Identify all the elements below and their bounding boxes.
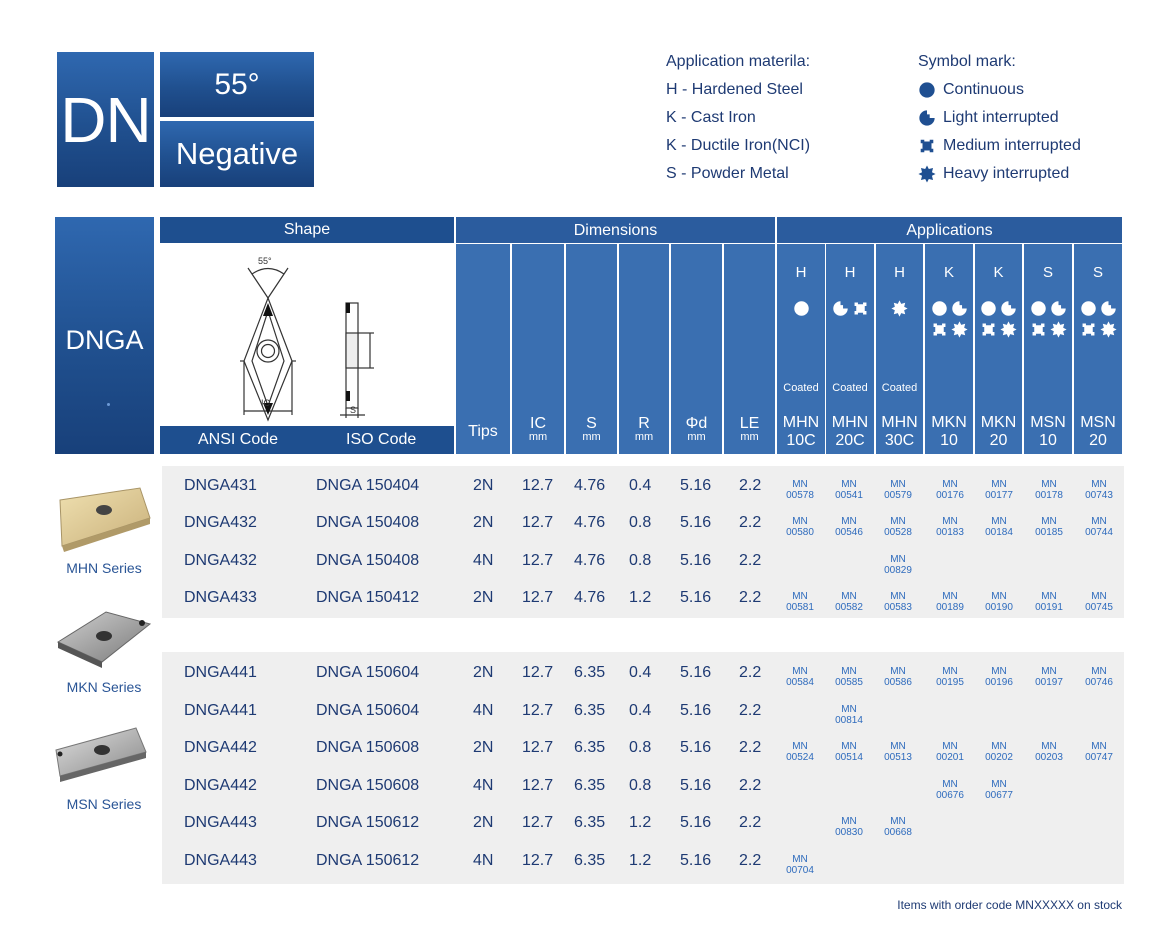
d-cell: 5.16 bbox=[680, 739, 712, 756]
s-cell: 6.35 bbox=[574, 702, 606, 719]
medium-interrupted-icon bbox=[931, 321, 948, 338]
order-code: MN 00585 bbox=[835, 666, 863, 688]
ic-label: IC mm bbox=[528, 415, 548, 443]
continuous-icon bbox=[1080, 300, 1097, 317]
legend-symbol-item: Light interrupted bbox=[918, 104, 1081, 132]
d-cell: 5.16 bbox=[680, 514, 712, 531]
tips-cell: 2N bbox=[473, 589, 494, 606]
le-cell: 2.2 bbox=[739, 477, 762, 494]
application-material: H bbox=[795, 264, 807, 281]
order-code: MN 00745 bbox=[1085, 591, 1113, 613]
order-code: MN 00191 bbox=[1035, 591, 1063, 613]
order-code: MN 00584 bbox=[786, 666, 814, 688]
heavy-interrupted-icon bbox=[1050, 321, 1067, 338]
r-cell: 0.8 bbox=[629, 739, 652, 756]
s-cell: 6.35 bbox=[574, 777, 606, 794]
shape-drawing bbox=[160, 243, 454, 426]
type-value: Negative bbox=[175, 136, 299, 171]
application-material: H bbox=[844, 264, 856, 281]
application-material: K bbox=[993, 264, 1004, 281]
tips-cell: 2N bbox=[473, 664, 494, 681]
continuous-icon bbox=[918, 81, 936, 99]
application-material: S bbox=[1042, 264, 1053, 281]
grade-label: MKN 10 bbox=[931, 414, 967, 449]
ic-cell: 12.7 bbox=[522, 814, 554, 831]
ansi-code-cell: DNGA441 bbox=[184, 702, 257, 719]
s-cell: 4.76 bbox=[574, 514, 606, 531]
order-code: MN 00197 bbox=[1035, 666, 1063, 688]
d-cell: 5.16 bbox=[680, 552, 712, 569]
order-code: MN 00514 bbox=[835, 741, 863, 763]
medium-interrupted-icon bbox=[852, 300, 869, 317]
symbols-legend bbox=[918, 48, 1081, 188]
order-code: MN 00195 bbox=[936, 666, 964, 688]
tips-cell: 4N bbox=[473, 552, 494, 569]
s-cell: 4.76 bbox=[574, 552, 606, 569]
ic-cell: 12.7 bbox=[522, 664, 554, 681]
angle-value: 55° bbox=[214, 67, 260, 101]
iso-code-cell: DNGA 150608 bbox=[316, 739, 420, 756]
ansi-code-cell: DNGA432 bbox=[184, 514, 257, 531]
order-code: MN 00203 bbox=[1035, 741, 1063, 763]
symbols-legend-title: Symbol mark: bbox=[918, 53, 1016, 70]
series-code-box bbox=[57, 52, 154, 187]
r-cell: 0.8 bbox=[629, 514, 652, 531]
legend-material-item: K - Cast Iron bbox=[666, 109, 756, 126]
s-cell: 6.35 bbox=[574, 814, 606, 831]
ansi-code-header: ANSI Code bbox=[198, 431, 279, 448]
d-cell: 5.16 bbox=[680, 664, 712, 681]
type-box bbox=[160, 121, 314, 187]
product-box bbox=[55, 217, 154, 454]
iso-code-cell: DNGA 150408 bbox=[316, 552, 420, 569]
shape-header: Shape bbox=[160, 217, 454, 243]
order-code: MN 00176 bbox=[936, 479, 964, 501]
order-code: MN 00190 bbox=[985, 591, 1013, 613]
order-code: MN 00747 bbox=[1085, 741, 1113, 763]
iso-code-cell: DNGA 150604 bbox=[316, 664, 420, 681]
le-cell: 2.2 bbox=[739, 739, 762, 756]
order-code: MN 00677 bbox=[985, 779, 1013, 801]
legend-symbol-item: Heavy interrupted bbox=[918, 160, 1081, 188]
tips-cell: 4N bbox=[473, 852, 494, 869]
s-cell: 6.35 bbox=[574, 739, 606, 756]
mhn-series-label: MHN Series bbox=[66, 560, 142, 576]
order-code: MN 00676 bbox=[936, 779, 964, 801]
ansi-code-cell: DNGA443 bbox=[184, 814, 257, 831]
tips-cell: 2N bbox=[473, 739, 494, 756]
le-cell: 2.2 bbox=[739, 589, 762, 606]
ic-cell: 12.7 bbox=[522, 777, 554, 794]
applications-header: Applications bbox=[777, 217, 1122, 243]
application-material: H bbox=[894, 264, 905, 281]
tips-cell: 4N bbox=[473, 777, 494, 794]
ansi-code-cell: DNGA432 bbox=[184, 552, 257, 569]
insert-shape-diagram bbox=[160, 243, 454, 426]
s-cell: 4.76 bbox=[574, 589, 606, 606]
tips-cell: 2N bbox=[473, 514, 494, 531]
ic-cell: 12.7 bbox=[522, 589, 554, 606]
order-code: MN 00668 bbox=[884, 816, 912, 838]
r-cell: 1.2 bbox=[629, 852, 652, 869]
heavy-interrupted-icon bbox=[891, 300, 908, 317]
mkn-insert-image bbox=[46, 604, 156, 672]
materials-legend bbox=[666, 48, 810, 188]
iso-code-cell: DNGA 150404 bbox=[316, 477, 420, 494]
order-code: MN 00743 bbox=[1085, 479, 1113, 501]
order-code: MN 00581 bbox=[786, 591, 814, 613]
grade-label: MHN 30C bbox=[881, 414, 918, 449]
grade-label: MSN 20 bbox=[1080, 414, 1116, 449]
order-code: MN 00184 bbox=[985, 516, 1013, 538]
dimensions-header: Dimensions bbox=[456, 217, 775, 243]
order-code: MN 00586 bbox=[884, 666, 912, 688]
order-code: MN 00196 bbox=[985, 666, 1013, 688]
ansi-code-cell: DNGA431 bbox=[184, 477, 257, 494]
continuous-icon bbox=[793, 300, 810, 317]
r-cell: 0.4 bbox=[629, 702, 652, 719]
angle-box bbox=[160, 52, 314, 117]
ic-cell: 12.7 bbox=[522, 477, 554, 494]
le-cell: 2.2 bbox=[739, 814, 762, 831]
light-interrupted-icon bbox=[1100, 300, 1117, 317]
ic-cell: 12.7 bbox=[522, 514, 554, 531]
medium-interrupted-icon bbox=[1030, 321, 1047, 338]
tips-label: Tips bbox=[468, 423, 498, 440]
grade-label: MKN 20 bbox=[980, 414, 1017, 449]
grade-label: MHN 10C bbox=[782, 414, 820, 449]
order-code: MN 00704 bbox=[786, 854, 814, 876]
order-code: MN 00201 bbox=[936, 741, 964, 763]
order-code: MN 00582 bbox=[835, 591, 863, 613]
le-cell: 2.2 bbox=[739, 702, 762, 719]
le-cell: 2.2 bbox=[739, 777, 762, 794]
order-code: MN 00189 bbox=[936, 591, 964, 613]
application-material: K bbox=[943, 264, 954, 281]
r-cell: 0.8 bbox=[629, 777, 652, 794]
grade-label: MSN 10 bbox=[1030, 414, 1066, 449]
order-code: MN 00830 bbox=[835, 816, 863, 838]
msn-insert-image bbox=[46, 720, 156, 788]
iso-code-header: ISO Code bbox=[346, 431, 417, 448]
continuous-icon bbox=[931, 300, 948, 317]
application-material: S bbox=[1092, 264, 1103, 281]
order-code: MN 00528 bbox=[884, 516, 912, 538]
le-cell: 2.2 bbox=[739, 664, 762, 681]
le-cell: 2.2 bbox=[739, 514, 762, 531]
light-interrupted-icon bbox=[832, 300, 849, 317]
ansi-code-cell: DNGA442 bbox=[184, 739, 257, 756]
materials-legend-title: Application materila: bbox=[666, 53, 811, 70]
mhn-insert-image bbox=[40, 478, 160, 552]
order-code: MN 00185 bbox=[1035, 516, 1063, 538]
d-cell: 5.16 bbox=[680, 702, 712, 719]
tips-cell: 2N bbox=[473, 477, 494, 494]
s-cell: 4.76 bbox=[574, 477, 606, 494]
heavy-interrupted-icon bbox=[1100, 321, 1117, 338]
r-cell: 0.8 bbox=[629, 552, 652, 569]
legend-symbol-item: Continuous bbox=[918, 76, 1081, 104]
mkn-series-label: MKN Series bbox=[66, 679, 142, 695]
heavy-interrupted-icon bbox=[1000, 321, 1017, 338]
order-code: MN 00202 bbox=[985, 741, 1013, 763]
iso-code-cell: DNGA 150612 bbox=[316, 814, 420, 831]
series-code: DN bbox=[60, 83, 151, 156]
product-name: DNGA bbox=[65, 325, 144, 355]
ansi-code-cell: DNGA443 bbox=[184, 852, 257, 869]
ansi-code-cell: DNGA441 bbox=[184, 664, 257, 681]
iso-code-cell: DNGA 150412 bbox=[316, 589, 420, 606]
ansi-code-cell: DNGA433 bbox=[184, 589, 257, 606]
heavy-interrupted-icon bbox=[951, 321, 968, 338]
order-code: MN 00579 bbox=[884, 479, 912, 501]
order-code: MN 00746 bbox=[1085, 666, 1113, 688]
order-code: MN 00541 bbox=[835, 479, 863, 501]
order-code: MN 00744 bbox=[1085, 516, 1113, 538]
ansi-code-cell: DNGA442 bbox=[184, 777, 257, 794]
d-cell: 5.16 bbox=[680, 814, 712, 831]
coated-label: Coated bbox=[832, 382, 868, 394]
s-cell: 6.35 bbox=[574, 664, 606, 681]
svg-text:S: S bbox=[350, 405, 357, 415]
ic-cell: 12.7 bbox=[522, 852, 554, 869]
light-interrupted-icon bbox=[1000, 300, 1017, 317]
d-cell: 5.16 bbox=[680, 589, 712, 606]
tips-cell: 4N bbox=[473, 702, 494, 719]
r-cell: 0.4 bbox=[629, 664, 652, 681]
heavy-interrupted-icon bbox=[918, 165, 936, 183]
order-code: MN 00513 bbox=[884, 741, 912, 763]
r-label: R mm bbox=[634, 415, 654, 443]
le-label: LE mm bbox=[739, 415, 760, 443]
s-label: S mm bbox=[582, 415, 601, 443]
r-cell: 1.2 bbox=[629, 814, 652, 831]
d-cell: 5.16 bbox=[680, 852, 712, 869]
code-header bbox=[160, 426, 454, 454]
order-code: MN 00546 bbox=[835, 516, 863, 538]
order-code: MN 00829 bbox=[884, 554, 912, 576]
medium-interrupted-icon bbox=[1080, 321, 1097, 338]
ic-cell: 12.7 bbox=[522, 552, 554, 569]
iso-code-cell: DNGA 150612 bbox=[316, 852, 420, 869]
grade-label: MHN 20C bbox=[831, 414, 869, 449]
medium-interrupted-icon bbox=[980, 321, 997, 338]
continuous-icon bbox=[1030, 300, 1047, 317]
r-cell: 0.4 bbox=[629, 477, 652, 494]
legend-material-item: H - Hardened Steel bbox=[666, 81, 803, 98]
iso-code-cell: DNGA 150408 bbox=[316, 514, 420, 531]
light-interrupted-icon bbox=[951, 300, 968, 317]
le-cell: 2.2 bbox=[739, 852, 762, 869]
order-code: MN 00580 bbox=[786, 516, 814, 538]
r-cell: 1.2 bbox=[629, 589, 652, 606]
order-code: MN 00578 bbox=[786, 479, 814, 501]
order-code: MN 00814 bbox=[835, 704, 863, 726]
coated-label: Coated bbox=[881, 382, 918, 394]
legend-symbol-item: Medium interrupted bbox=[918, 132, 1081, 160]
light-interrupted-icon bbox=[918, 109, 936, 127]
order-code: MN 00583 bbox=[884, 591, 912, 613]
d-cell: 5.16 bbox=[680, 477, 712, 494]
iso-code-cell: DNGA 150608 bbox=[316, 777, 420, 794]
legend-material-item: S - Powder Metal bbox=[666, 165, 789, 182]
coated-label: Coated bbox=[783, 382, 819, 394]
medium-interrupted-icon bbox=[918, 137, 936, 155]
ic-cell: 12.7 bbox=[522, 702, 554, 719]
continuous-icon bbox=[980, 300, 997, 317]
svg-text:55°: 55° bbox=[258, 256, 272, 266]
d-label: Φd mm bbox=[685, 415, 708, 443]
order-code: MN 00183 bbox=[936, 516, 964, 538]
order-code: MN 00177 bbox=[985, 479, 1013, 501]
iso-code-cell: DNGA 150604 bbox=[316, 702, 420, 719]
svg-text:IC: IC bbox=[261, 398, 270, 408]
legend-material-item: K - Ductile Iron(NCI) bbox=[666, 137, 811, 154]
light-interrupted-icon bbox=[1050, 300, 1067, 317]
order-code: MN 00524 bbox=[786, 741, 814, 763]
d-cell: 5.16 bbox=[680, 777, 712, 794]
stock-footnote: Items with order code MNXXXXX on stock bbox=[897, 898, 1122, 912]
s-cell: 6.35 bbox=[574, 852, 606, 869]
msn-series-label: MSN Series bbox=[66, 796, 142, 812]
order-code: MN 00178 bbox=[1035, 479, 1063, 501]
ic-cell: 12.7 bbox=[522, 739, 554, 756]
tips-cell: 2N bbox=[473, 814, 494, 831]
le-cell: 2.2 bbox=[739, 552, 762, 569]
